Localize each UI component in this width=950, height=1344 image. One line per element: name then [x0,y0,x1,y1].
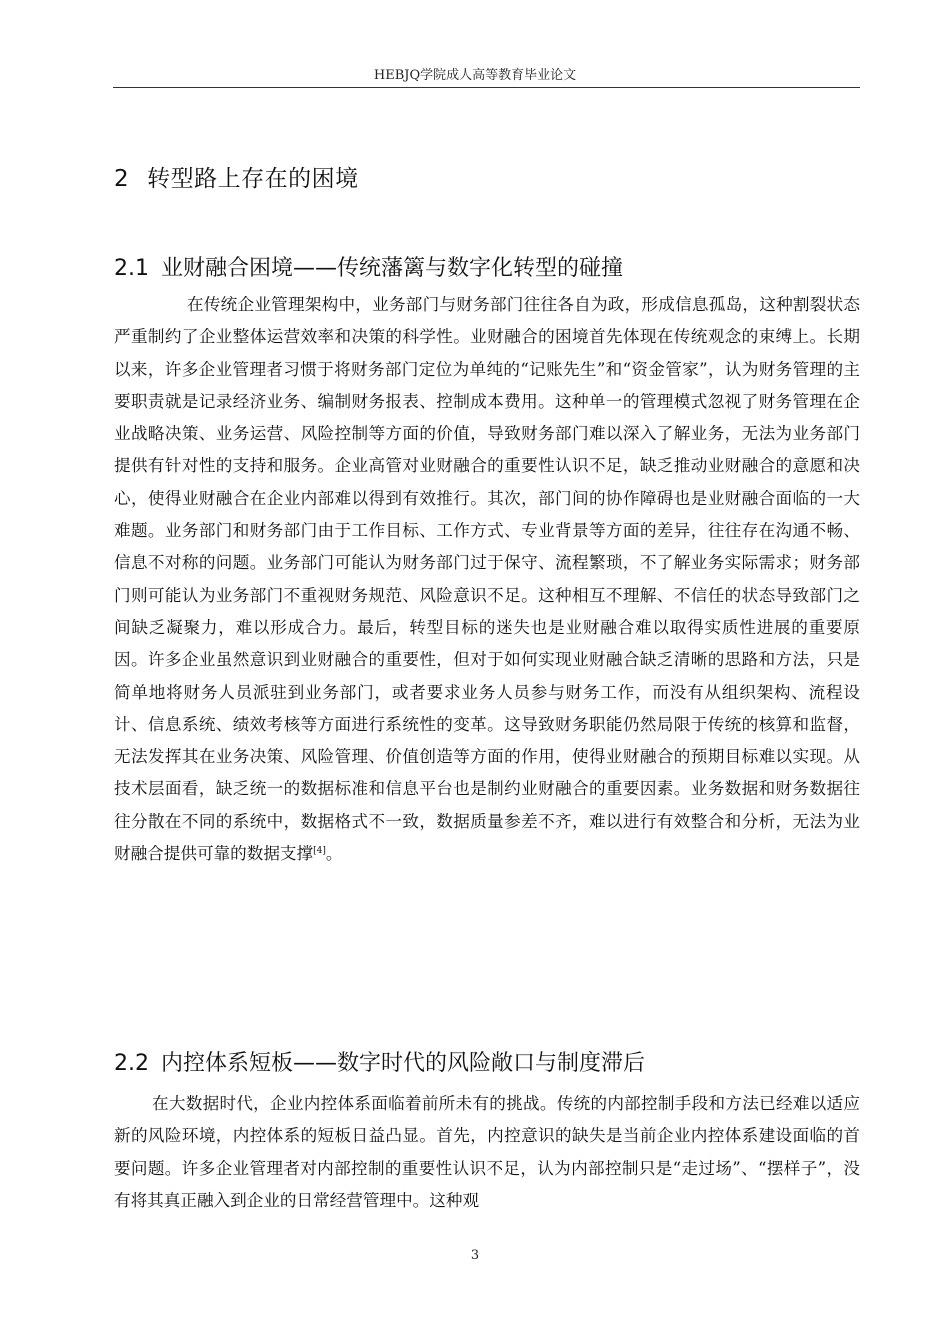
chapter-title: 转型路上存在的困境 [147,166,359,192]
paragraph-end: 。 [325,844,343,864]
section-title: 业财融合困境——传统藩篱与数字化转型的碰撞 [161,256,624,281]
section-2-1-paragraph [114,289,860,870]
section-2-2-paragraph [114,1088,860,1217]
page-number: 3 [470,1248,480,1263]
paragraph-text: 在传统企业管理架构中，业务部门与财务部门往往各自为政，形成信息孤岛，这种割裂状态严重制约了企业整体运营效率和决策的科学性。业财融合的困境首先体现在传统观念的束缚上。长期以来，许多企业管理者习惯于将财务部门定位为单纯的“记账先生”和“资金管家”，认为财务管理的主要职责就是记录经济业务、编制财务报表、控制成本费用。这种单一的管理模式忽视了财务管理在企业战略决策、业务运营、风险控制等方面的价值，导致财务部门难以深入了解业务，无法为业务部门提供有针对性的支持和服务。企业高管对业财融合的重要性认识不足，缺乏推动业财融合的意愿和决心，使得业财融合在企业内部难以得到有效推行。其次，部门间的协作障碍也是业财融合面临的一大难题。业务部门和财务部门由于工作目标、工作方式、专业背景等方面的差异，往往存在沟通不畅、信息不对称的问题。业务部门可能认为财务部门过于保守、流程繁琐，不了解业务实际需求；财务部门则可能认为业务部门不重视财务规范、风险意识不足。这种相互不理解、不信任的状态导致部门之间缺乏凝聚力，难以形成合力。最后，转型目标的迷失也是业财融合难以取得实质性进展的重要原因。许多企业虽然意识到业财融合的重要性，但对于如何实现业财融合缺乏清晰的思路和方法，只是简单地将财务人员派驻到业务部门，或者要求业务人员参与财务工作，而没有从组织架构、流程设计、信息系统、绩效考核等方面进行系统性的变革。这导致财务职能仍然局限于传统的核算和监督，无法发挥其在业务决策、风险管理、价值创造等方面的作用，使得业财融合的预期目标难以实现。从技术层面看，缺乏统一的数据标准和信息平台也是制约业财融合的重要因素。业务数据和财务数据往往分散在不同的系统中，数据格式不一致，数据质量参差不齐，难以进行有效整合和分析，无法为业财融合提供可靠的数据支撑 [114,295,860,864]
section-heading-2-2 [114,1046,645,1077]
chapter-number: 2 [114,166,130,192]
page-header: HEBJQ学院成人高等教育毕业论文 [373,68,577,83]
section-title: 内控体系短板——数字时代的风险敞口与制度滞后 [161,1051,646,1076]
section-number: 2.1 [114,256,149,281]
paragraph-text: 在大数据时代，企业内控体系面临着前所未有的挑战。传统的内部控制手段和方法已经难以适应新的风险环境，内控体系的短板日益凸显。首先，内控意识的缺失是当前企业内控体系建设面临的首要问题。许多企业管理者对内部控制的重要性认识不足，认为内部控制只是“走过场”、“摆样子”，没有将其真正融入到企业的日常经营管理中。这种观 [114,1094,860,1210]
section-number: 2.2 [114,1051,149,1076]
section-heading-2-1 [114,251,623,282]
chapter-heading [114,160,359,193]
header-divider [113,87,860,88]
citation-ref: [4] [313,846,326,857]
